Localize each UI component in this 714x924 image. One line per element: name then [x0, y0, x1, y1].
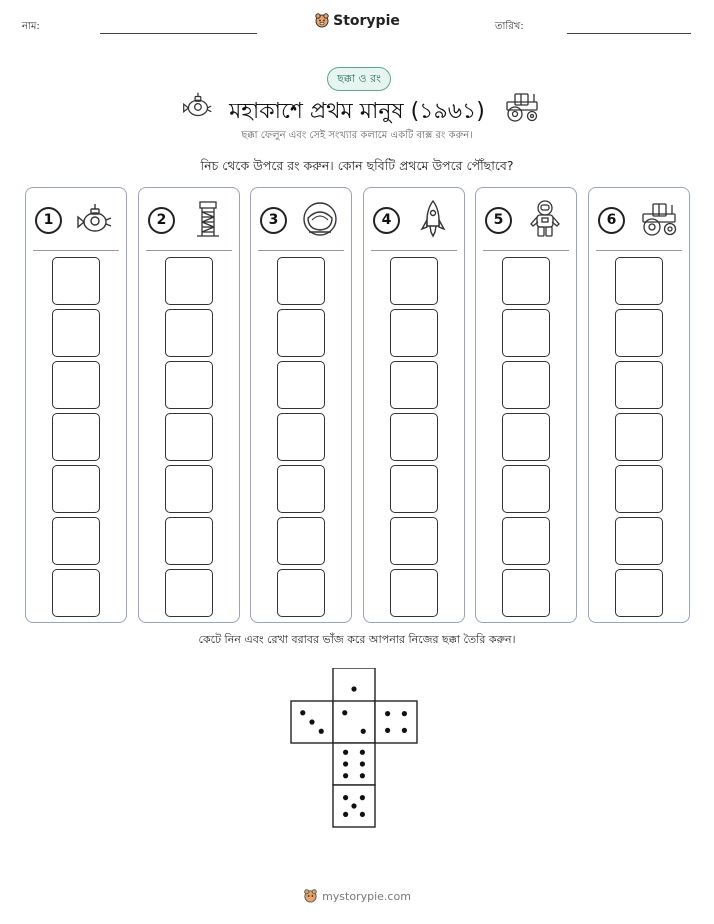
column-divider: [483, 250, 569, 251]
color-box[interactable]: [615, 413, 663, 461]
astronaut-helmet-icon: [299, 198, 341, 240]
color-box[interactable]: [165, 309, 213, 357]
color-box[interactable]: [165, 517, 213, 565]
dice-face-4: [375, 701, 417, 743]
color-box[interactable]: [277, 309, 325, 357]
column-1: [25, 187, 127, 623]
dice-pip: [360, 773, 365, 778]
color-box[interactable]: [615, 517, 663, 565]
tractor-icon: [637, 198, 679, 240]
brand-name: Storypie: [333, 13, 400, 29]
color-box[interactable]: [390, 465, 438, 513]
name-label: নাম:: [22, 21, 40, 32]
column-divider: [596, 250, 682, 251]
dice-pip: [343, 750, 348, 755]
dice-pip: [309, 719, 314, 724]
color-box[interactable]: [52, 257, 100, 305]
storypie-logo-icon: [314, 12, 330, 28]
color-box[interactable]: [615, 465, 663, 513]
dice-face-2: [333, 701, 375, 743]
color-box[interactable]: [615, 361, 663, 409]
name-line[interactable]: [100, 33, 257, 34]
dice-face-6: [333, 743, 375, 785]
color-box[interactable]: [390, 517, 438, 565]
color-box[interactable]: [277, 517, 325, 565]
cut-instruction: কেটে নিন এবং রেখা বরাবর ভাঁজ করে আপনার নিজের ছক্কা তৈরি করুন।: [198, 633, 516, 646]
column-number: 1: [35, 207, 62, 234]
subtitle: ছক্কা ফেলুন এবং সেই সংখ্যার কলামে একটি বাক্স রং করুন।: [241, 130, 473, 141]
dice-face-5: [333, 785, 375, 827]
date-label: তারিখ:: [495, 21, 524, 32]
color-box[interactable]: [390, 309, 438, 357]
rocket-icon: [412, 198, 454, 240]
dice-pip: [385, 711, 390, 716]
dice-pip: [360, 750, 365, 755]
color-box[interactable]: [390, 361, 438, 409]
dice-pip: [402, 728, 407, 733]
launch-tower-icon: [187, 198, 229, 240]
color-box[interactable]: [390, 413, 438, 461]
column-divider: [371, 250, 457, 251]
color-box[interactable]: [502, 413, 550, 461]
color-box[interactable]: [52, 413, 100, 461]
color-box[interactable]: [165, 413, 213, 461]
dice-pip: [351, 803, 356, 808]
submarine-icon: [74, 198, 116, 240]
dice-pip: [343, 773, 348, 778]
color-box[interactable]: [52, 465, 100, 513]
color-box[interactable]: [502, 465, 550, 513]
color-box[interactable]: [165, 257, 213, 305]
color-box[interactable]: [277, 465, 325, 513]
dice-pip: [343, 795, 348, 800]
column-6: [588, 187, 690, 623]
dice-pip: [402, 711, 407, 716]
storypie-logo-icon: [303, 888, 318, 903]
color-box[interactable]: [390, 257, 438, 305]
category-badge: ছক্কা ও রং: [327, 67, 391, 91]
dice-pip: [360, 761, 365, 766]
color-box[interactable]: [277, 361, 325, 409]
column-divider: [258, 250, 344, 251]
dice-pip: [361, 729, 366, 734]
color-box[interactable]: [165, 465, 213, 513]
column-number: 3: [260, 207, 287, 234]
dice-pip: [360, 812, 365, 817]
color-box[interactable]: [277, 257, 325, 305]
column-divider: [33, 250, 119, 251]
tractor-icon: [501, 88, 541, 124]
column-number: 2: [148, 207, 175, 234]
color-box[interactable]: [615, 257, 663, 305]
dice-pip: [351, 686, 356, 691]
color-box[interactable]: [165, 361, 213, 409]
column-number: 4: [373, 207, 400, 234]
color-box[interactable]: [52, 309, 100, 357]
dice-pip: [319, 729, 324, 734]
color-box[interactable]: [277, 569, 325, 617]
date-line[interactable]: [567, 33, 691, 34]
astronaut-icon: [524, 198, 566, 240]
dice-pip: [385, 728, 390, 733]
column-3: [250, 187, 352, 623]
column-number: 6: [598, 207, 625, 234]
color-box[interactable]: [502, 257, 550, 305]
color-box[interactable]: [502, 517, 550, 565]
color-box[interactable]: [52, 361, 100, 409]
color-box[interactable]: [277, 413, 325, 461]
color-box[interactable]: [502, 361, 550, 409]
brand: [0, 12, 714, 29]
color-box[interactable]: [502, 309, 550, 357]
color-box[interactable]: [615, 309, 663, 357]
color-box[interactable]: [615, 569, 663, 617]
color-box[interactable]: [52, 569, 100, 617]
column-divider: [146, 250, 232, 251]
dice-net: [288, 668, 428, 838]
column-number: 5: [485, 207, 512, 234]
page-title: মহাকাশে প্রথম মানুষ (১৯৬১): [229, 99, 485, 124]
color-box[interactable]: [165, 569, 213, 617]
dice-pip: [300, 710, 305, 715]
column-4: [363, 187, 465, 623]
dice-pip: [360, 795, 365, 800]
dice-pip: [343, 812, 348, 817]
column-5: [475, 187, 577, 623]
dice-pip: [342, 710, 347, 715]
color-box[interactable]: [502, 569, 550, 617]
instruction: নিচ থেকে উপরে রং করুন। কোন ছবিটি প্রথমে উপরে পৌঁছাবে?: [200, 158, 514, 173]
color-box[interactable]: [52, 517, 100, 565]
color-box[interactable]: [390, 569, 438, 617]
footer: [0, 888, 714, 903]
footer-url[interactable]: mystorypie.com: [322, 890, 411, 903]
dice-pip: [343, 761, 348, 766]
dice-face-3: [291, 701, 333, 743]
column-2: [138, 187, 240, 623]
